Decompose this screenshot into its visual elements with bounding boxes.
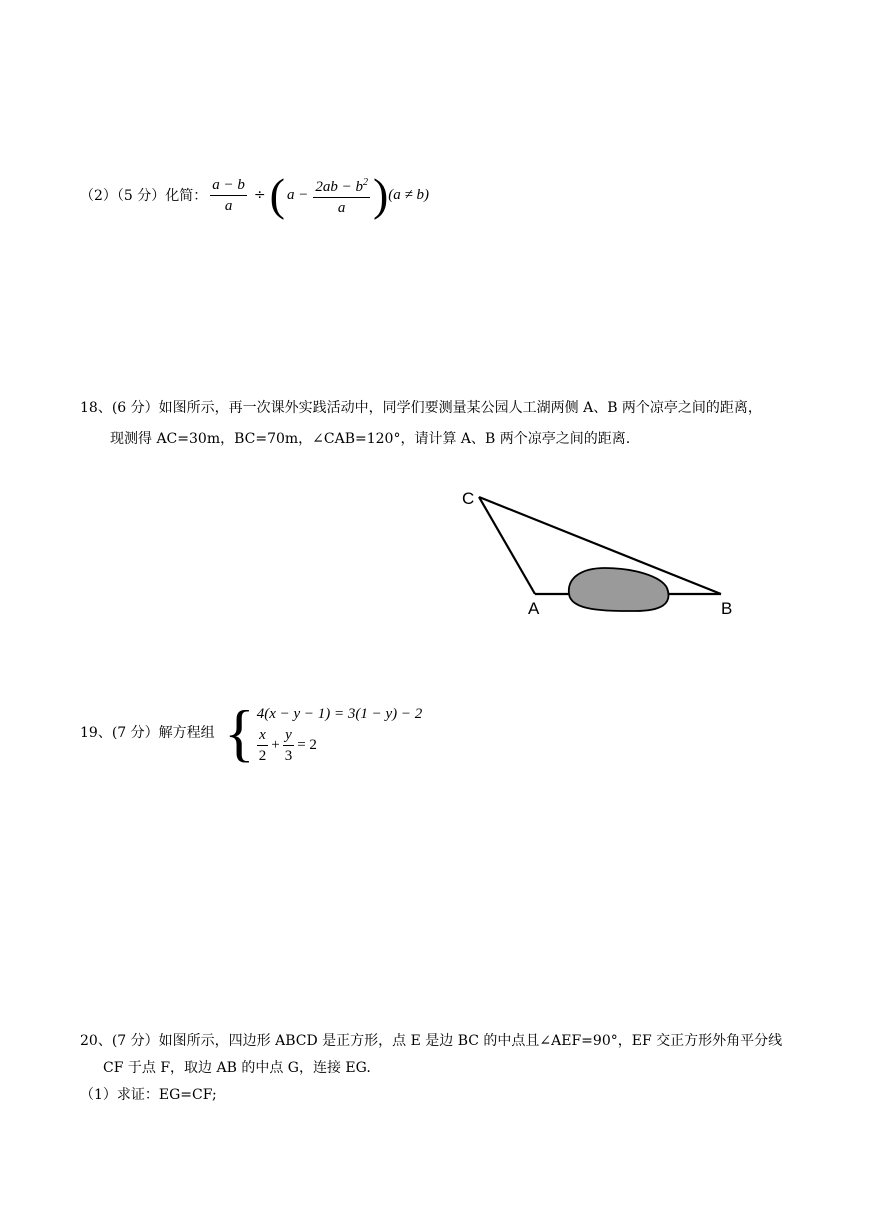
- q18-line2: 现测得 AC=30m，BC=70m，∠CAB=120°，请计算 A、B 两个凉亭之间的距离.: [110, 431, 631, 447]
- q20-line2: CF 于点 F，取边 AB 的中点 G，连接 EG.: [103, 1060, 371, 1076]
- frac-x-den: 2: [258, 747, 267, 764]
- q17-part2: [80, 170, 429, 220]
- frac2-denominator: a: [337, 199, 346, 216]
- frac2-numerator-exponent: 2: [362, 176, 368, 188]
- q19-system: [224, 697, 423, 768]
- divide-sign: ÷: [253, 187, 266, 203]
- equation-2: [257, 727, 423, 764]
- system-equations: [257, 703, 423, 764]
- q18-line1: 18、(6 分）如图所示，再一次课外实践活动中，同学们要测量某公园人工湖两侧 A、B 两个凉亭之间的距离，: [80, 400, 762, 416]
- frac-x-over-2: [257, 727, 269, 764]
- left-paren: (: [269, 169, 285, 220]
- frac2-numerator-text: 2ab − b: [315, 178, 363, 195]
- label-b: B: [721, 599, 733, 618]
- equation-2-rhs: = 2: [297, 736, 317, 753]
- q19-label: 19、(7 分）解方程组: [80, 725, 215, 741]
- system-brace: {: [224, 697, 255, 768]
- q17-part2-label: （2）（5 分）化简：: [80, 188, 208, 204]
- frac2-numerator: [313, 175, 370, 198]
- lake-shape: [569, 568, 669, 611]
- fraction-2ab-minus-b2-over-a: [313, 175, 370, 216]
- label-c: C: [462, 489, 475, 508]
- frac-y-over-3: [283, 727, 295, 764]
- q20-line1: 20、(7 分）如图所示，四边形 ABCD 是正方形，点 E 是边 BC 的中点且∠AEF=90°，EF 交正方形外角平分线: [80, 1033, 783, 1049]
- frac-y-den: 3: [284, 747, 293, 764]
- plus-sign: +: [271, 736, 280, 753]
- frac1-numerator: a − b: [210, 177, 247, 196]
- fraction-a-minus-b-over-a: [210, 177, 247, 214]
- a-minus-term: a −: [286, 186, 309, 203]
- frac-y-num: y: [283, 727, 294, 746]
- q18-figure: [455, 480, 755, 625]
- label-a: A: [528, 599, 540, 618]
- right-paren: ): [372, 169, 389, 220]
- q20-part1: （1）求证：EG=CF;: [80, 1087, 217, 1103]
- frac-x-num: x: [257, 727, 268, 746]
- frac1-denominator: a: [224, 197, 233, 214]
- segment-ca: [479, 497, 535, 594]
- equation-1: 4(x − y − 1) = 3(1 − y) − 2: [256, 705, 423, 722]
- condition-a-not-b: (a ≠ b): [388, 186, 430, 203]
